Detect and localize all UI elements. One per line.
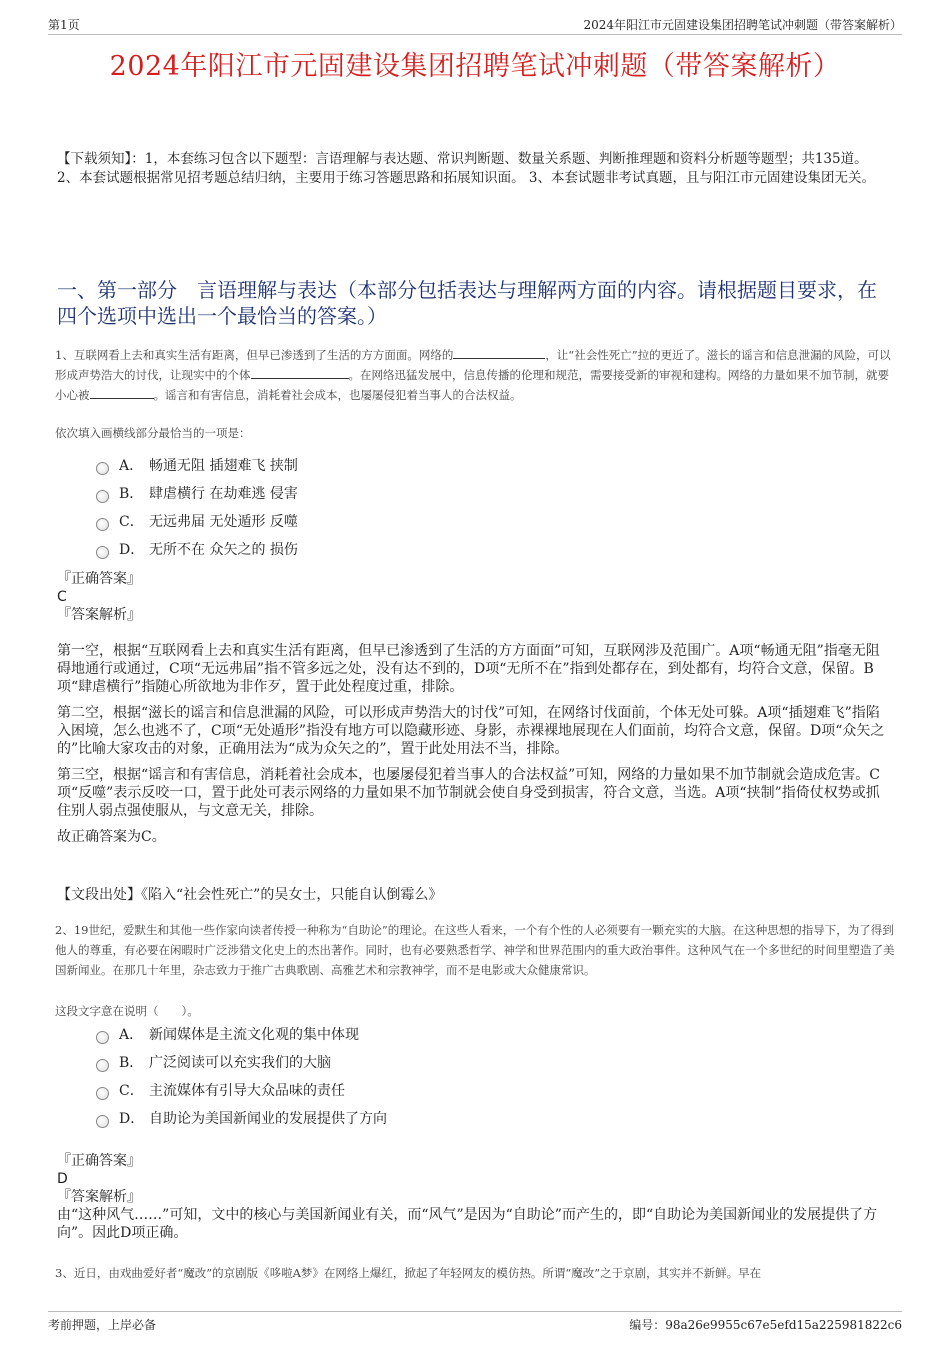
footer-slogan: 考前押题，上岸必备 <box>48 1318 157 1332</box>
radio-button[interactable] <box>96 490 109 503</box>
option-text: 主流媒体有引导大众品味的责任 <box>149 1083 345 1099</box>
option-text: 新闻媒体是主流文化观的集中体现 <box>149 1027 359 1043</box>
correct-answer: D <box>57 1171 68 1187</box>
question-1-part-2: ，让“社会性死亡”拉的更近了。滋长的谣言和信息泄漏的风险，可以形成声势浩大的讨伐，让现实中的个体 <box>55 348 891 382</box>
analysis-conclusion: 故正确答案为C。 <box>57 829 166 845</box>
option-key: D． <box>119 1111 145 1127</box>
download-notice: 【下载须知】：1，本套练习包含以下题型：言语理解与表达题、常识判断题、数量关系题、判断推理题和资料分析题等题型；共135道。 2、本套试题根据常见招考题总结归纳，主要用于练习答题思路和拓展知识面。 3、本套试题非考试真题，且与阳江市元固建设集团无关。 <box>57 151 875 186</box>
analysis-paragraph: 第二空，根据“滋长的谣言和信息泄漏的风险，可以形成声势浩大的讨伐”可知，在网络讨伐面前，个体无处可躲。A项“插翅难飞”指陷入困境，怎么也逃不了，C项“无处遁形”指没有地方可以隐藏形迹、身影，赤裸裸地展现在人们面前，均符合文意，保留。D项“众矢之的”比喻大家攻击的对象，正确用法为“成为众矢之的”，置于此处用法不当，排除。 <box>57 705 885 757</box>
source-note: 【文段出处】《陷入“社会性死亡”的吴女士，只能自认倒霉么》 <box>57 887 443 903</box>
page-header <box>48 14 902 35</box>
analysis-paragraph: 由“这种风气……”可知，文中的核心与美国新闻业有关，而“风气”是因为“自助论”而产生的，即“自助论为美国新闻业的发展提供了方向”。因此D项正确。 <box>57 1207 878 1241</box>
question-1-part-1: 1、互联网看上去和真实生活有距离，但早已渗透到了生活的方方面面。网络的 <box>55 348 454 362</box>
option-text: 畅通无阻 插翅难飞 挟制 <box>149 458 298 474</box>
answer-blank-1 <box>453 346 545 359</box>
answer-label: 『正确答案』 <box>57 571 141 587</box>
analysis-label: 『答案解析』 <box>57 607 141 623</box>
question-1-options <box>96 451 298 563</box>
question-1-text <box>55 345 895 405</box>
question-1-prompt: 依次填入画横线部分最恰当的一项是： <box>55 426 251 440</box>
option-text: 无远弗届 无处遁形 反噬 <box>149 514 298 530</box>
option-c[interactable] <box>96 507 298 535</box>
option-b[interactable] <box>96 1048 387 1076</box>
question-2-prompt: 这段文字意在说明（ ）。 <box>55 1004 199 1018</box>
option-text: 广泛阅读可以充实我们的大脑 <box>149 1055 331 1071</box>
option-text: 无所不在 众矢之的 损伤 <box>149 542 298 558</box>
option-d[interactable] <box>96 535 298 563</box>
document-title: 2024年阳江市元固建设集团招聘笔试冲刺题（带答案解析） <box>109 51 841 82</box>
radio-button[interactable] <box>96 546 109 559</box>
answer-label: 『正确答案』 <box>57 1153 141 1169</box>
analysis-paragraph: 第三空，根据“谣言和有害信息，消耗着社会成本，也屡屡侵犯着当事人的合法权益”可知，网络的力量如果不加节制就会造成危害。C项“反噬”表示反咬一口，置于此处可表示网络的力量如果不加节制就会使自身受到损害，符合文意，当选。A项“挟制”指倚仗权势或抓住别人弱点强使服从，与文意无关，排除。 <box>57 767 881 819</box>
radio-button[interactable] <box>96 518 109 531</box>
option-d[interactable] <box>96 1104 387 1132</box>
radio-button[interactable] <box>96 1115 109 1128</box>
option-key: D． <box>119 542 145 558</box>
page-number: 第1页 <box>48 18 80 32</box>
option-c[interactable] <box>96 1076 387 1104</box>
page-footer <box>48 1311 902 1332</box>
correct-answer: C <box>57 589 67 605</box>
option-key: A． <box>119 458 144 474</box>
option-text: 自助论为美国新闻业的发展提供了方向 <box>149 1111 387 1127</box>
question-2-options <box>96 1020 387 1132</box>
question-1-answer-block <box>57 570 893 624</box>
option-a[interactable] <box>96 451 298 479</box>
analysis-label: 『答案解析』 <box>57 1189 141 1205</box>
analysis-paragraph: 第一空，根据“互联网看上去和真实生活有距离，但早已渗透到了生活的方方面面”可知，互联网涉及范围广。A项“畅通无阻”指毫无阻碍地通行或通过，C项“无远弗届”指不管多远之处，没有达不到的，D项“无所不在”指到处都存在，到处都有，均符合文意，保留。B项“肆虐横行”指随心所欲地为非作歹，置于此处程度过重，排除。 <box>57 643 880 695</box>
option-a[interactable] <box>96 1020 387 1048</box>
question-1-part-3: 。在网络迅猛发展中，信息传播的伦理和规范，需要接受新的审视和建构。网络的力量如果不加节制，就要小心被 <box>55 368 889 402</box>
radio-button[interactable] <box>96 1087 109 1100</box>
radio-button[interactable] <box>96 1059 109 1072</box>
document-code: 编号：98a26e9955c67e5efd15a225981822c6 <box>629 1318 902 1332</box>
answer-blank-3 <box>90 386 154 399</box>
radio-button[interactable] <box>96 1031 109 1044</box>
option-key: C． <box>119 1083 144 1099</box>
question-1-analysis <box>57 642 893 854</box>
option-key: B． <box>119 1055 144 1071</box>
radio-button[interactable] <box>96 462 109 475</box>
option-key: A． <box>119 1027 144 1043</box>
option-key: C． <box>119 514 144 530</box>
question-2-answer-block <box>57 1152 893 1242</box>
question-1-part-4: 。谣言和有害信息，消耗着社会成本，也屡屡侵犯着当事人的合法权益。 <box>153 388 522 402</box>
option-text: 肆虐横行 在劫难逃 侵害 <box>149 486 298 502</box>
answer-blank-2 <box>251 366 349 379</box>
section-heading: 一、第一部分 言语理解与表达（本部分包括表达与理解两方面的内容。请根据题目要求，在四个选项中选出一个最恰当的答案。） <box>57 278 877 328</box>
header-doc-title: 2024年阳江市元固建设集团招聘笔试冲刺题（带答案解析） <box>583 18 902 32</box>
question-2-text: 2、19世纪，爱默生和其他一些作家向读者传授一种称为“自助论”的理论。在这些人看来，一个有个性的人必须要有一颗充实的大脑。在这种思想的指导下，为了得到他人的尊重，有必要在闲暇时广泛涉猎文化史上的杰出著作。同时，也有必要熟悉哲学、神学和世界范围内的重大政治事件。这种风气在一个多世纪的时间里塑造了美国新闻业。在那几十年里，杂志致力于推广古典歌剧、高雅艺术和宗教神学，而不是电影或大众健康常识。 <box>55 923 895 977</box>
option-key: B． <box>119 486 144 502</box>
question-3-text: 3、近日，由戏曲爱好者“魔改”的京剧版《哆啦A梦》在网络上爆红，掀起了年轻网友的模仿热。所谓“魔改”之于京剧，其实并不新鲜。早在 <box>55 1266 762 1280</box>
option-b[interactable] <box>96 479 298 507</box>
